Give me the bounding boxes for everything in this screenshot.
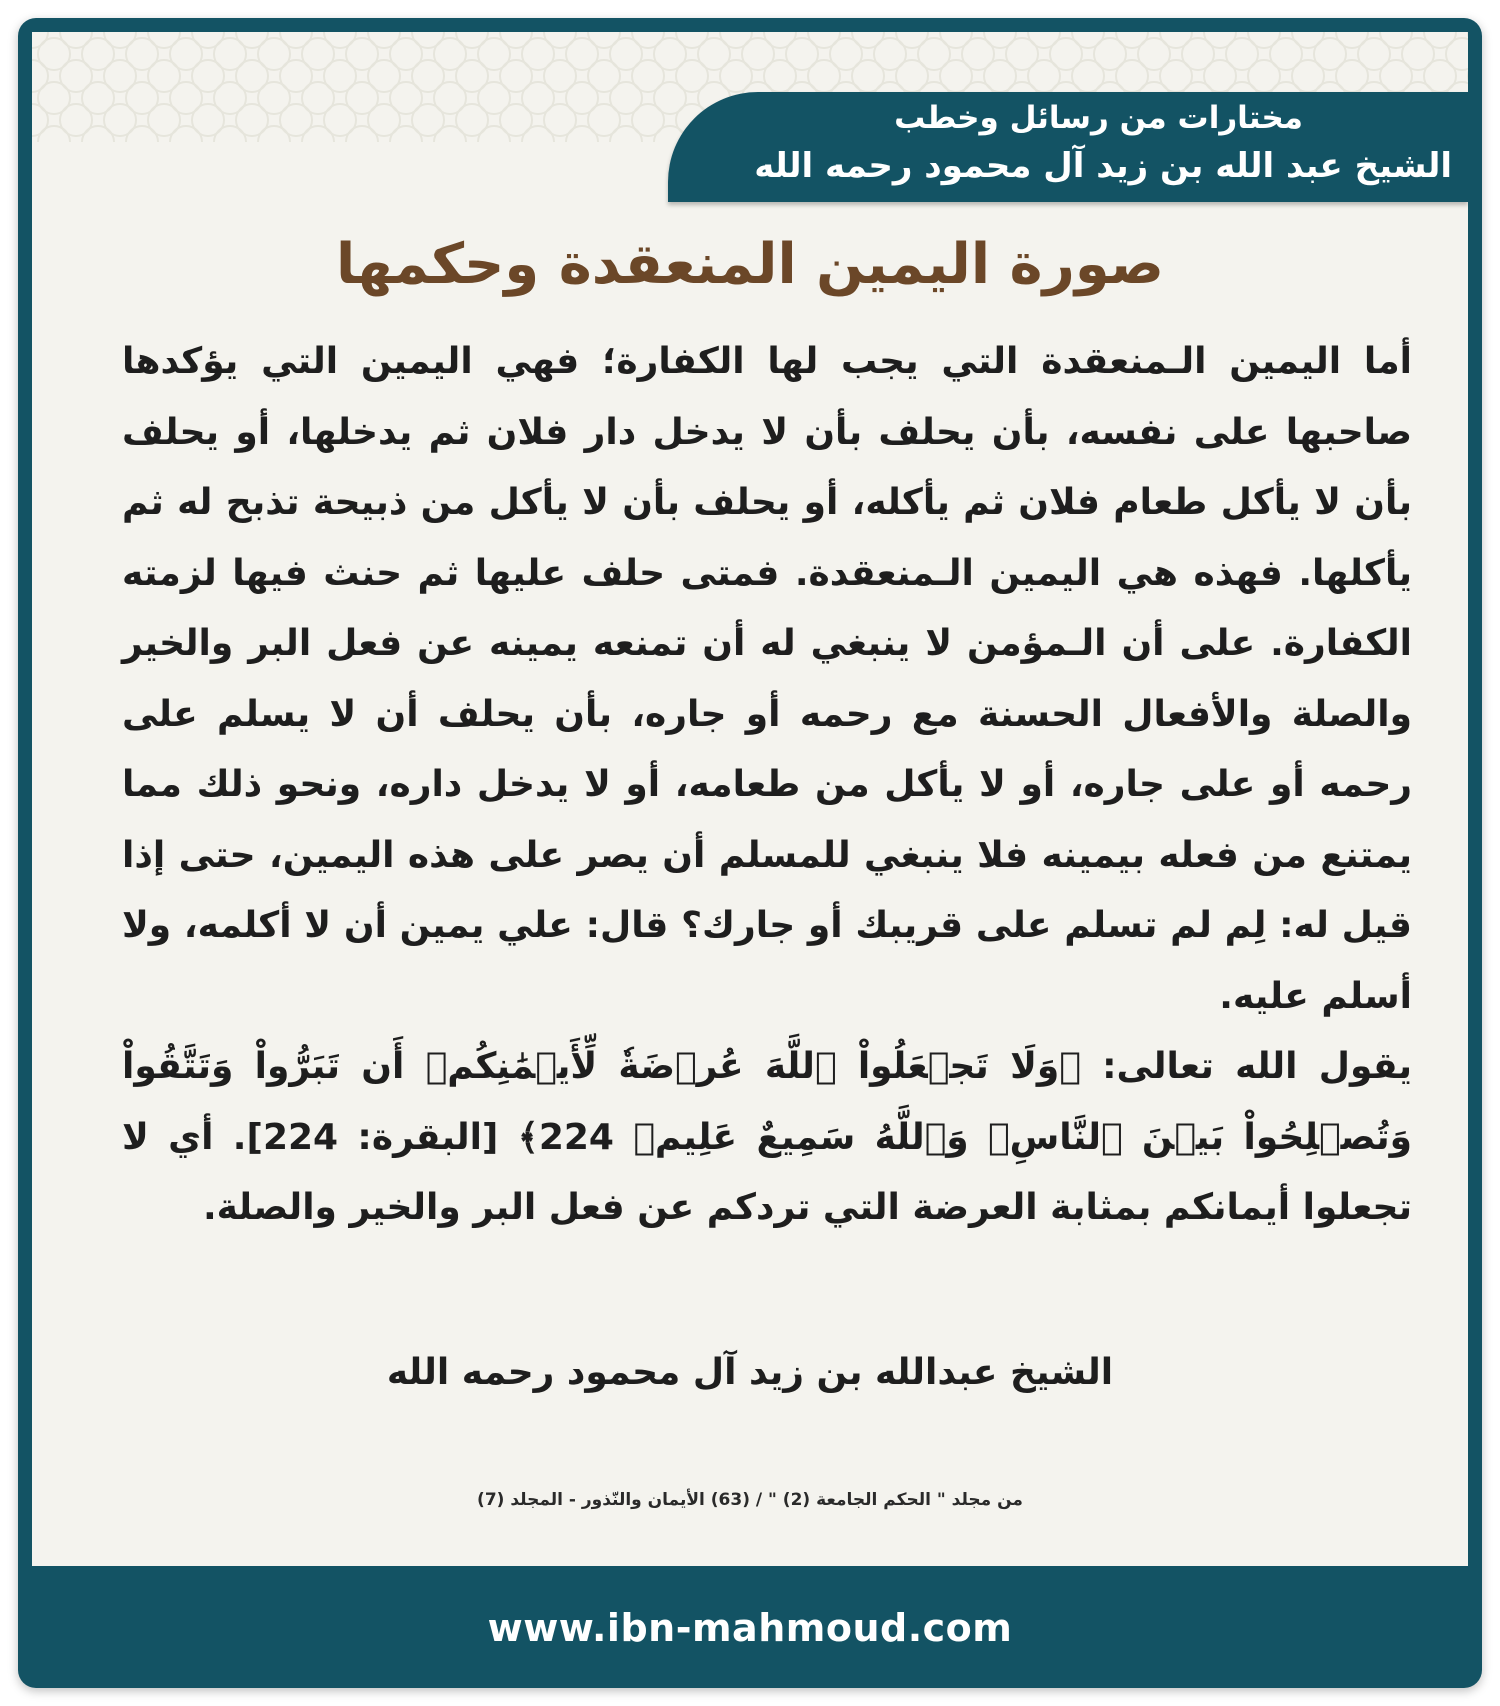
author-signature: الشيخ عبدالله بن زيد آل محمود رحمه الله	[386, 1352, 1114, 1393]
website-url[interactable]: www.ibn-mahmoud.com	[487, 1606, 1013, 1650]
series-title: مختارات من رسائل وخطب	[894, 100, 1303, 136]
body-paragraph-quran: يقول الله تعالى: ﴿وَلَا تَجۡعَلُواْ ٱللَّهَ عُرۡضَةٗ لِّأَيۡمَٰنِكُمۡ أَن تَبَرُّواْ وَتَتَّقُواْ وَتُصۡلِحُواْ بَيۡنَ ٱلنَّاسِۚ وَٱللَّهُ سَمِيعٌ عَلِيمٞ 224﴾ [البقرة: 224]. أي لا تجعلوا أيمانكم بمثابة العرضة التي تردكم عن فعل البر والخير والصلة.	[122, 1046, 1412, 1228]
body-paragraph: أما اليمين الـمنعقدة التي يجب لها الكفارة؛ فهي اليمين التي يؤكدها صاحبها على نفسه، بأن يحلف بأن لا يدخل دار فلان ثم يدخلها، أو يحلف بأن لا يأكل طعام فلان ثم يأكله، أو يحلف بأن لا يأكل من ذبيحة تذبح له ثم يأكلها. فهذه هي اليمين الـمنعقدة. فمتى حلف عليها ثم حنث فيها لزمته الكفارة. على أن الـمؤمن لا ينبغي له أن تمنعه يمينه عن فعل البر والخير والصلة والأفعال الحسنة مع رحمه أو جاره، بأن يحلف أن لا يسلم على رحمه أو على جاره، أو لا يأكل من طعامه، أو لا يدخل داره، ونحو ذلك مما يمتنع من فعله بيمينه فلا ينبغي للمسلم أن يصر على هذه اليمين، حتى إذا قيل له: لِم لم تسلم على قريبك أو جارك؟ قال: علي يمين أن لا أكلمه، ولا أسلم عليه.	[122, 341, 1412, 1017]
series-header	[668, 92, 1468, 202]
page-frame	[18, 18, 1482, 1688]
article-body	[122, 327, 1412, 1244]
article-title: صورة اليمين المنعقدة وحكمها	[335, 232, 1165, 297]
series-author: الشيخ عبد الله بن زيد آل محمود رحمه الله	[754, 146, 1452, 186]
source-citation: من مجلد " الحكم الجامعة (2) " / (63) الأيمان والنّذور - المجلد (7)	[477, 1490, 1023, 1510]
content-paper	[32, 32, 1468, 1566]
